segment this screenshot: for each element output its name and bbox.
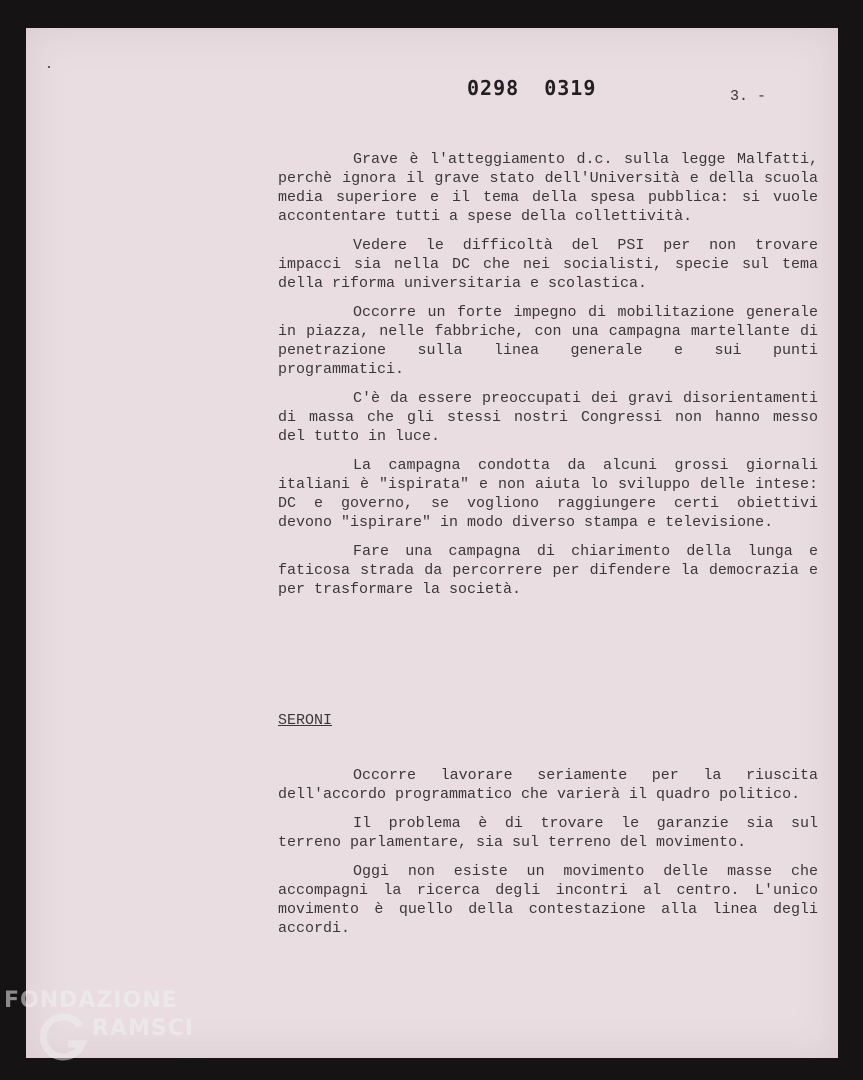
paragraph: Fare una campagna di chiarimento della lunga e faticosa strada da percorrere per difendere la democrazia e per trasformare la società. [278, 543, 818, 598]
ink-speck [48, 66, 50, 68]
watermark-line2: RAMSCI [92, 1016, 195, 1041]
g-letter-icon [38, 1012, 90, 1064]
document-page [26, 28, 838, 1058]
paragraph: Oggi non esiste un movimento delle masse che accompagni la ricerca degli incontri al centro. L'unico movimento è quello della contestazione alla linea degli accordi. [278, 863, 818, 937]
paragraph: La campagna condotta da alcuni grossi giornali italiani è "ispirata" e non aiuta lo sviluppo delle intese: DC e governo, se vogliono raggiungere certi obiettivi devono "ispirare" in modo diverso stampa e televisione. [278, 457, 818, 531]
fondazione-gramsci-watermark [4, 988, 214, 1074]
document-number: 0298 0319 [467, 76, 597, 100]
watermark-suffix: onlus [178, 1048, 208, 1061]
paragraph: Vedere le difficoltà del PSI per non trovare impacci sia nella DC che nei socialisti, specie sul tema della riforma universitaria e scolastica. [278, 237, 818, 292]
speaker-heading: SERONI [278, 712, 333, 729]
paragraph: Occorre un forte impegno di mobilitazione generale in piazza, nelle fabbriche, con una campagna martellante di penetrazione sulla linea generale e sui punti programmatici. [278, 304, 818, 378]
page-number: 3. - [730, 88, 767, 105]
paragraph: Grave è l'atteggiamento d.c. sulla legge Malfatti, perchè ignora il grave stato dell'Università e della scuola media superiore e il tema della spesa pubblica: si vuole accontentare tutti a spese della collettività. [278, 151, 818, 225]
paragraph: C'è da essere preoccupati dei gravi disorientamenti di massa che gli stessi nostri Congressi non hanno messo del tutto in luce. [278, 390, 818, 445]
watermark-line1: FONDAZIONE [4, 988, 178, 1013]
document-body [278, 150, 818, 948]
paragraph: Il problema è di trovare le garanzie sia sul terreno parlamentare, sia sul terreno del movimento. [278, 815, 818, 851]
paragraph: Occorre lavorare seriamente per la riuscita dell'accordo programmatico che varierà il quadro politico. [278, 767, 818, 803]
